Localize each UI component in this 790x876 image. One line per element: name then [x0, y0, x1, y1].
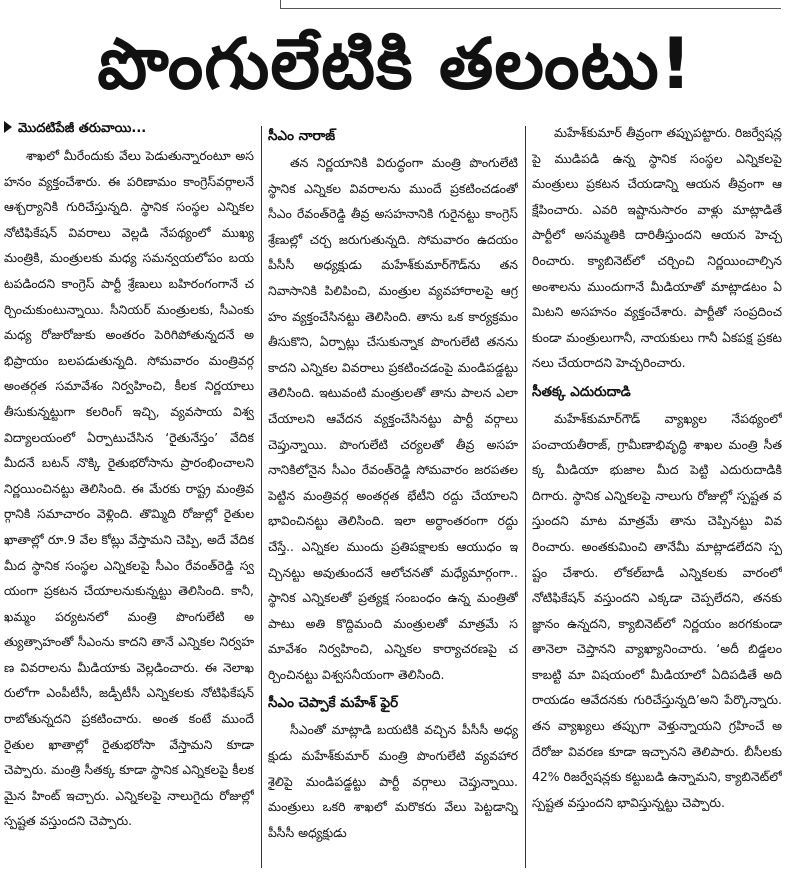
column-3: [532, 120, 782, 872]
subheading-cm-naraj: సీఎం నారాజ్‌: [268, 128, 336, 144]
column-1: [4, 120, 254, 872]
top-border-line: [280, 0, 781, 9]
column-divider: [261, 126, 262, 868]
kicker-text: మొదటిపేజీ తరువాయి...: [18, 121, 147, 136]
paragraph: సీఎంతో మాట్లాడి బయటికి వచ్చిన పీసీసీ అధ్యక్షుడు మహేశ్‌కుమార్‌ మంత్రి పొంగులేటి వ్యవహారశైలిపై మండిపడ్డట్టు పార్టీ వర్గాలు చెప్తున్నాయి. మంత్రులు ఒకరి శాఖలో మరొకరు వేలు పెట్టడాన్ని పీసీసీ అధ్యక్షుడు: [268, 722, 518, 840]
subheading-mahesh-fire: సీఎం చెప్పాకే మహేశ్‌ ఫైర్‌: [268, 695, 399, 712]
paragraph: శాఖలో మీరేందుకు వేలు పెడుతున్నారంటూ అసహనం వ్యక్తంచేశారు. ఈ పరిణామం కాంగ్రెస్‌వర్గాలనే ఆశ్చర్యానికి గురిచేస్తున్నది. స్థానిక సంస్థల ఎన్నికల నోటిఫికేషన్‌ వివరాలు వెల్లడి నేపథ్యంలో ముఖ్యమంత్రికి, మంత్రులకు మధ్య సమన్వయలోపం బయటపడిందని కాంగ్రెస్‌ పార్టీ శ్రేణులు బహిరంగంగానే చర్చించుకుంటున్నాయి. సీనియర్‌ మంత్రులకు, సీఎంకు మధ్య రోజురోజుకు అంతరం పెరిగిపోతున్నదనే అభిప్రాయం బలపడుతున్నది. సోమవారం మంత్రివర్గ అంతర్గత సమావేశం నిర్వహించి, కీలక నిర్ణయాలు తీసుకున్నట్టుగా కలరింగ్‌ ఇచ్చి, వ్యవసాయ విశ్వవిద్యాలయంలో ఏర్పాటుచేసిన ‘రైతునేస్తం’ వేదిక మీదనే బటన్‌ నొక్కి రైతుభరోసాను ప్రారంభించాలని నిర్ణయించినట్టు తెలిసింది. ఈ మేరకు రాష్ట్ర మంత్రివర్గానికి సమాచారం వెళ్లింది. తొమ్మిది రోజుల్లో రైతుల ఖాతాల్లో రూ.9 వేల కోట్లు వేస్తామని చెప్పి, అదే వేదిక మీద స్థానిక సంస్థల ఎన్నికలపై సీఎం రేవంత్‌రెడ్డి స్వయంగా ప్రకటన చేయాలనుకున్నట్టు తెలిసింది. కానీ, ఖమ్మం పర్యటనలో మంత్రి పొంగులేటి అత్యుత్సాహంతో సీఎంను కాదని తానే ఎన్నికల నిర్వహణ వివరాలను మీడియాకు వెల్లడించారు. ఈ నెలాఖరులోగా ఎంపీటీసీ, జడ్పీటీసీ ఎన్నికలకు నోటిఫికేషన్‌ రాబోతున్నదని ప్రకటించారు. అంత కంటే ముందే రైతుల ఖాతాల్లో రైతుభరోసా వేస్తామని కూడా చెప్పారు. మంత్రి సీతక్క కూడా స్థానిక ఎన్నికలపై కీలక మైన హింట్‌ ఇచ్చారు. ఎన్నికలపై నాలుగైదు రోజుల్లో స్పష్టత వస్తుందని చెప్పారు.: [4, 148, 254, 829]
column-divider: [525, 126, 526, 868]
continuation-kicker: [4, 120, 254, 138]
column-2: [268, 120, 518, 872]
headline: పొంగులేటికి తలంటు!: [97, 23, 693, 105]
subheading-seethakka: సీతక్క ఎదురుదాడి: [532, 383, 631, 400]
triangle-bullet-icon: [4, 121, 12, 133]
paragraph: మహేశ్‌కుమార్‌గౌడ్‌ వ్యాఖ్యల నేపథ్యంలో పంచాయతీరాజ్‌, గ్రామీణాభివృద్ధి శాఖల మంత్రి సీతక్క మీడియా భుజాల మీద పెట్టి ఎదురుదాడికి దిగారు. స్థానిక ఎన్నికలపై నాలుగు రోజుల్లో స్పష్టత వస్తుందని మాట మాత్రమే తాను చెప్పినట్టు వివరించారు. అంతకుమించి తానేమీ మాట్లాడలేదని స్పష్టం చేశారు. లోకల్‌బాడీ ఎన్నికలకు వారంలో నోటిఫికేషన్‌ వస్తుందని ఎక్కడా చెప్పలేదని, తనకు జ్ఞానం ఉన్నదని, క్యాబినెట్‌లో నిర్ణయం జరగకుండా తానెలా చెప్తానని వ్యాఖ్యానించారు. ‘అదీ బిడ్డలం కాబట్టి మా విషయంలో మీడియాలో ఏదిపడితే అది రాయడం ఆవేదనకు గురిచేస్తున్నది’అని పేర్కొన్నారు. తన వ్యాఖ్యలు తప్పుగా వెళ్తున్నాయని గ్రహించే అదేరోజు వివరణ కూడా ఇచ్చానని తెలిపారు. బీసీలకు 42% రిజర్వేషన్లకు కట్టుబడి ఉన్నామని, క్యాబినెట్‌లో స్పష్టత వస్తుందని భావిస్తున్నట్టు చెప్పారు.: [532, 410, 782, 810]
paragraph: మహేశ్‌కుమార్‌ తీవ్రంగా తప్పుపట్టారు. రిజర్వేషన్లపై ముడిపడి ఉన్న స్థానిక సంస్థల ఎన్నికలపై మంత్రులు ప్రకటన చేయడాన్ని ఆయన తీవ్రంగా ఆక్షేపించారు. ఎవరి ఇష్టానుసారం వాళ్లు మాట్లాడితే పార్టీలో అసమ్మతికి దారితీస్తుందని ఆయన హెచ్చరించారు. క్యాబినెట్‌లో చర్చించి నిర్ణయించాల్సిన అంశాలను ముందుగానే మీడియాతో మాట్లాడటం ఏమిటని అసహనం వ్యక్తంచేశారు. పార్టీతో సంప్రదించకుండా మంత్రులుగానీ, నాయకులు గానీ ఏకపక్ష ప్రకటనలు చేయరాదని హెచ్చరించారు.: [532, 125, 782, 371]
article-columns: [4, 120, 786, 872]
paragraph: తన నిర్ణయానికి విరుద్ధంగా మంత్రి పొంగులేటి స్థానిక ఎన్నికల వివరాలను ముందే ప్రకటించడంతో సీఎం రేవంత్‌రెడ్డి తీవ్ర అసహనానికి గురైనట్టు కాంగ్రెస్‌ శ్రేణుల్లో చర్చ జరుగుతున్నది. సోమవారం ఉదయం పీసీసీ అధ్యక్షుడు మహేశ్‌కుమార్‌గౌడ్‌ను తన నివాసానికి పిలిపించి, మంత్రుల వ్యవహారాలపై ఆగ్రహం వ్యక్తంచేసినట్టు తెలిసింది. తాను ఒక కార్యక్రమం తీసుకొని, ఏర్పాట్లు చేసుకున్నాక పొంగులేటి తనను కాదని ఎన్నికల వివరాలు ప్రకటించడంపై మండిపడ్డట్టు తెలిసింది. ఇటువంటి మంత్రులతో తాను పాలన ఎలా చేయాలని ఆవేదన వ్యక్తంచేసినట్టు పార్టీ వర్గాలు చెప్తున్నాయి. పొంగులేటి చర్యలతో తీవ్ర అసహనానికిలోనైన సీఎం రేవంత్‌రెడ్డి సోమవారం జరపతలపెట్టిన మంత్రివర్గ అంతర్గత భేటీని రద్దు చేయాలని భావించినట్టు తెలిసింది. ఇలా అర్ధాంతరంగా రద్దు చేస్తే.. ఎన్నికల ముందు ప్రతిపక్షాలకు ఆయుధం ఇచ్చినట్టు అవుతుందనే ఆలోచనతో మధ్యేమార్గంగా.. స్థానిక ఎన్నికలతో ప్రత్యక్ష సంబంధం ఉన్న మంత్రితో పాటు అతి కొద్దిమంది మంత్రులతో మాత్రమే సమావేశం నిర్వహించి, ఎన్నికల కార్యాచరణపై చర్చించినట్టు విశ్వసనీయంగా తెలిసింది.: [268, 155, 518, 682]
